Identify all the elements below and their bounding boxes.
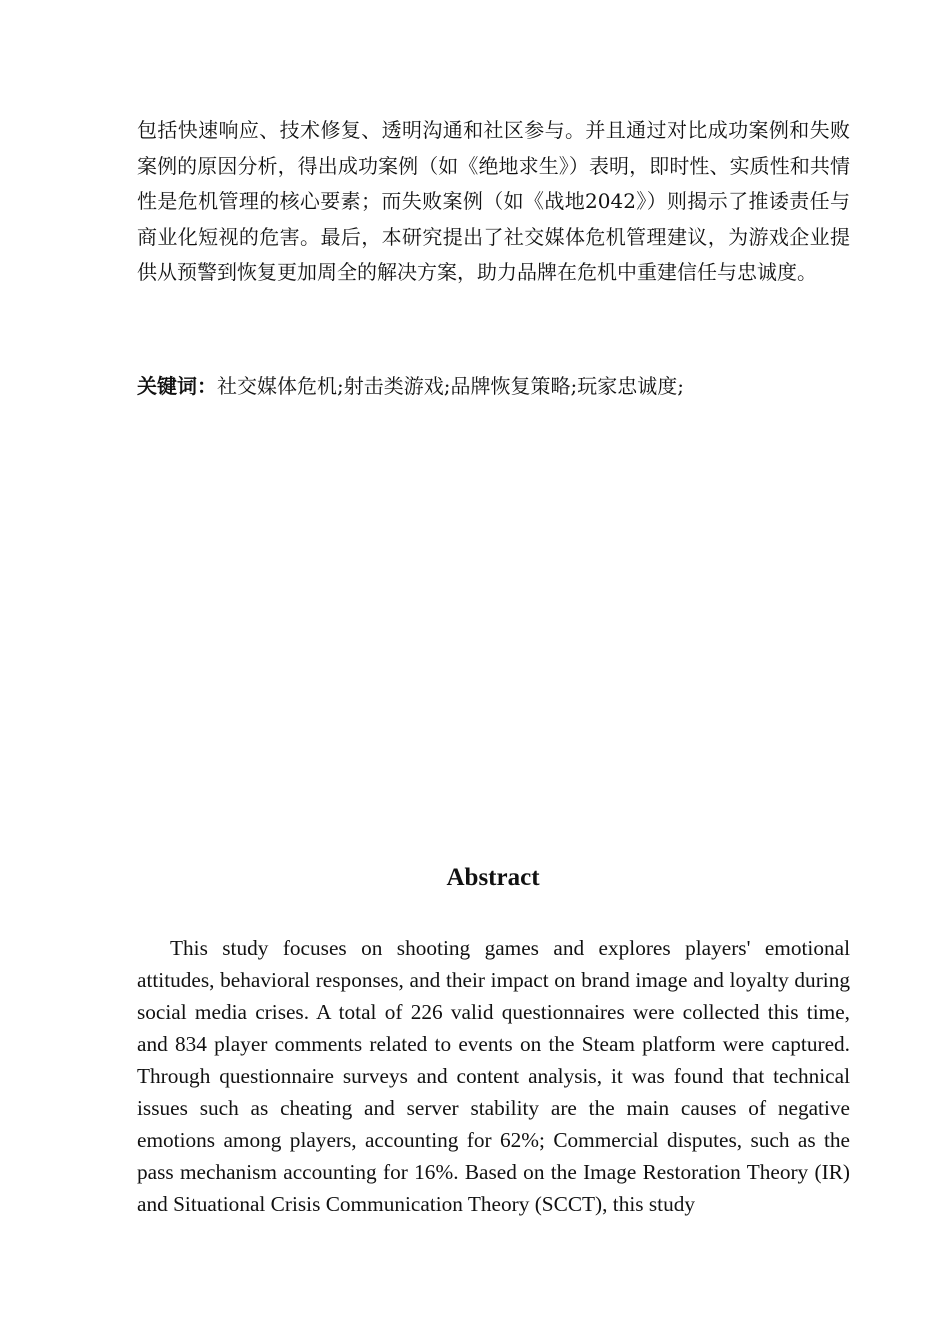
keywords-list: 社交媒体危机;射击类游戏;品牌恢复策略;玩家忠诚度; bbox=[217, 374, 684, 398]
chinese-abstract-paragraph: 包括快速响应、技术修复、透明沟通和社区参与。并且通过对比成功案例和失败案例的原因分析，得出成功案例（如《绝地求生》）表明，即时性、实质性和共情性是危机管理的核心要素；而失败案例（如《战地2042》）则揭示了推诿责任与商业化短视的危害。最后，本研究提出了社交媒体危机管理建议，为游戏企业提供从预警到恢复更加周全的解决方案，助力品牌在危机中重建信任与忠诚度。 bbox=[137, 118, 850, 284]
english-abstract-paragraph: This study focuses on shooting games and explores players' emotional attitudes, behavioral responses, and their impact on brand image and loyalty during social media crises. A total of 226 valid questionnaires were collected this time, and 834 player comments related to events on the Steam platform were captured. Through questionnaire surveys and content analysis, it was found that technical issues such as cheating and server stability are the main causes of negative emotions among players, accounting for 62%; Commercial disputes, such as the pass mechanism accounting for 16%. Based on the Image Restoration Theory (IR) and Situational Crisis Communication Theory (SCCT), this study bbox=[137, 936, 850, 1216]
keywords-line bbox=[137, 370, 850, 402]
abstract-heading: Abstract bbox=[446, 864, 540, 891]
keywords-label: 关键词： bbox=[137, 374, 217, 398]
